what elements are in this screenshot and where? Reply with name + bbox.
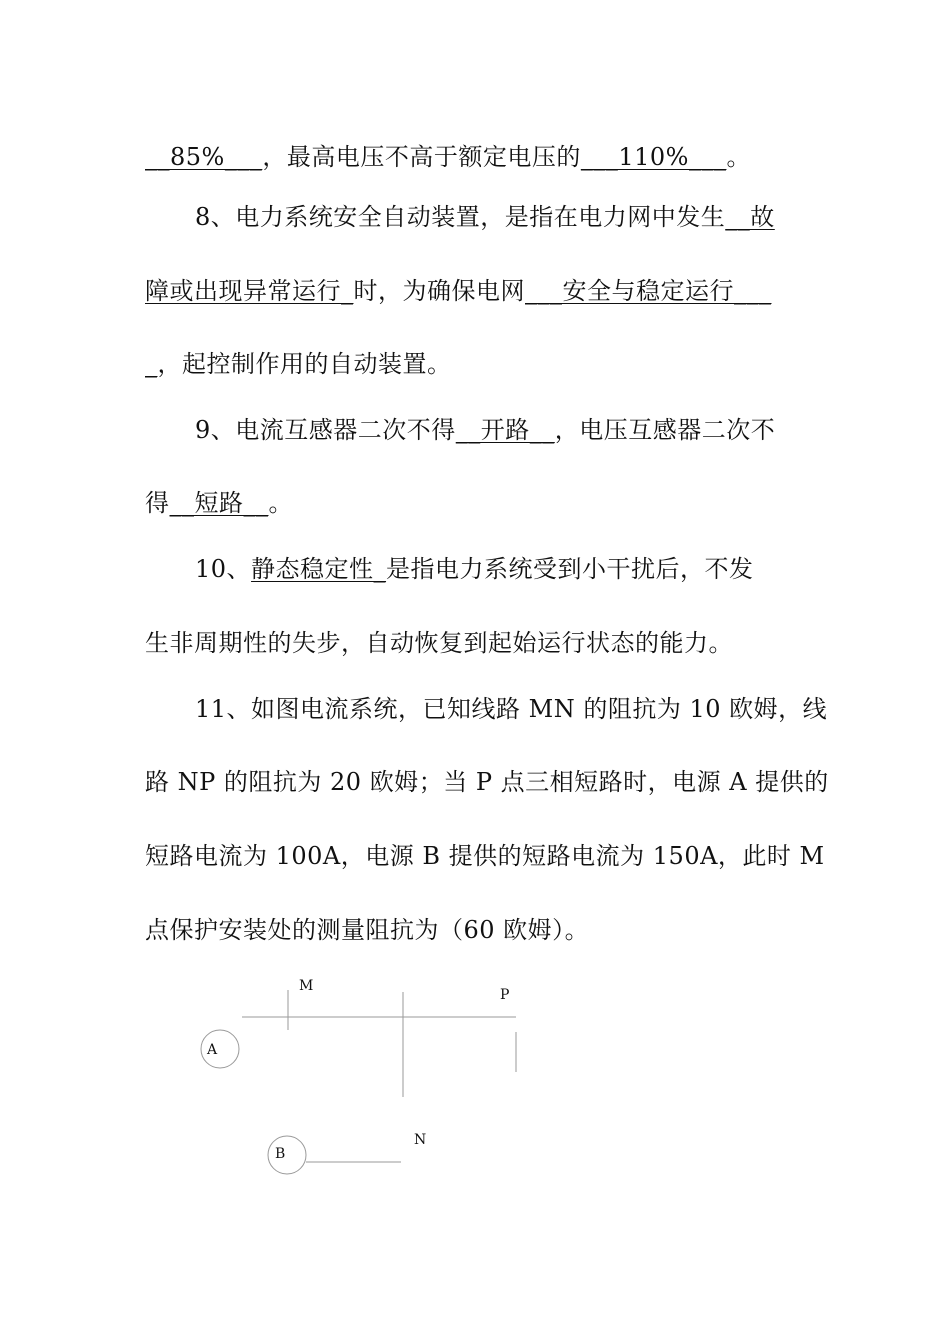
text-span: ，电压互感器二次不 <box>554 416 776 444</box>
text-span: 生非周期性的失步，自动恢复到起始运行状态的能力。 <box>145 629 733 657</box>
label-n: N <box>414 1132 427 1148</box>
question-9: 9、电流互感器二次不得 <box>195 416 456 444</box>
text-span: 路 NP 的阻抗为 20 欧姆；当 P 点三相短路时，电源 A 提供的 <box>145 768 829 796</box>
blank-answer-safe-stable: ___安全与稳定运行___ <box>525 277 772 305</box>
text-span: 短路电流为 100A，电源 B 提供的短路电流为 150A，此时 M <box>145 842 825 870</box>
label-a: A <box>207 1042 218 1058</box>
text-span: 是指电力系统受到小干扰后，不发 <box>386 555 754 583</box>
source-b-circle <box>268 1136 306 1174</box>
blank-answer-85: __85%___ <box>145 143 263 171</box>
label-b: B <box>275 1146 286 1162</box>
blank-answer-open-circuit: __开路__ <box>455 416 555 444</box>
label-m: M <box>299 978 314 994</box>
blank-answer-static-stability: 静态稳定性_ <box>251 555 387 583</box>
question-11: 11、如图电流系统，已知线路 MN 的阻抗为 10 欧姆，线 <box>195 695 828 723</box>
blank-answer-fault: __故 <box>725 203 775 231</box>
label-p: P <box>500 987 510 1003</box>
text-span: ，起控制作用的自动装置。 <box>157 350 452 378</box>
question-10: 10、 <box>195 555 252 583</box>
text-span: 时，为确保电网 <box>353 277 525 305</box>
question-8: 8、电力系统安全自动装置，是指在电力网中发生 <box>195 203 726 231</box>
text-span: 。 <box>726 143 751 171</box>
blank-answer-110: ___110%___ <box>580 143 727 171</box>
blank-answer-fault-cont: 障或出现异常运行_ <box>145 277 354 305</box>
text-span: 。 <box>268 489 293 517</box>
text-span: ，最高电压不高于额定电压的 <box>262 143 581 171</box>
text-span: 点保护安装处的测量阻抗为（60 欧姆）。 <box>145 916 590 944</box>
text-span: 得 <box>145 489 170 517</box>
blank-underscore: _ <box>145 350 158 378</box>
blank-answer-short-circuit: __短路__ <box>169 489 269 517</box>
